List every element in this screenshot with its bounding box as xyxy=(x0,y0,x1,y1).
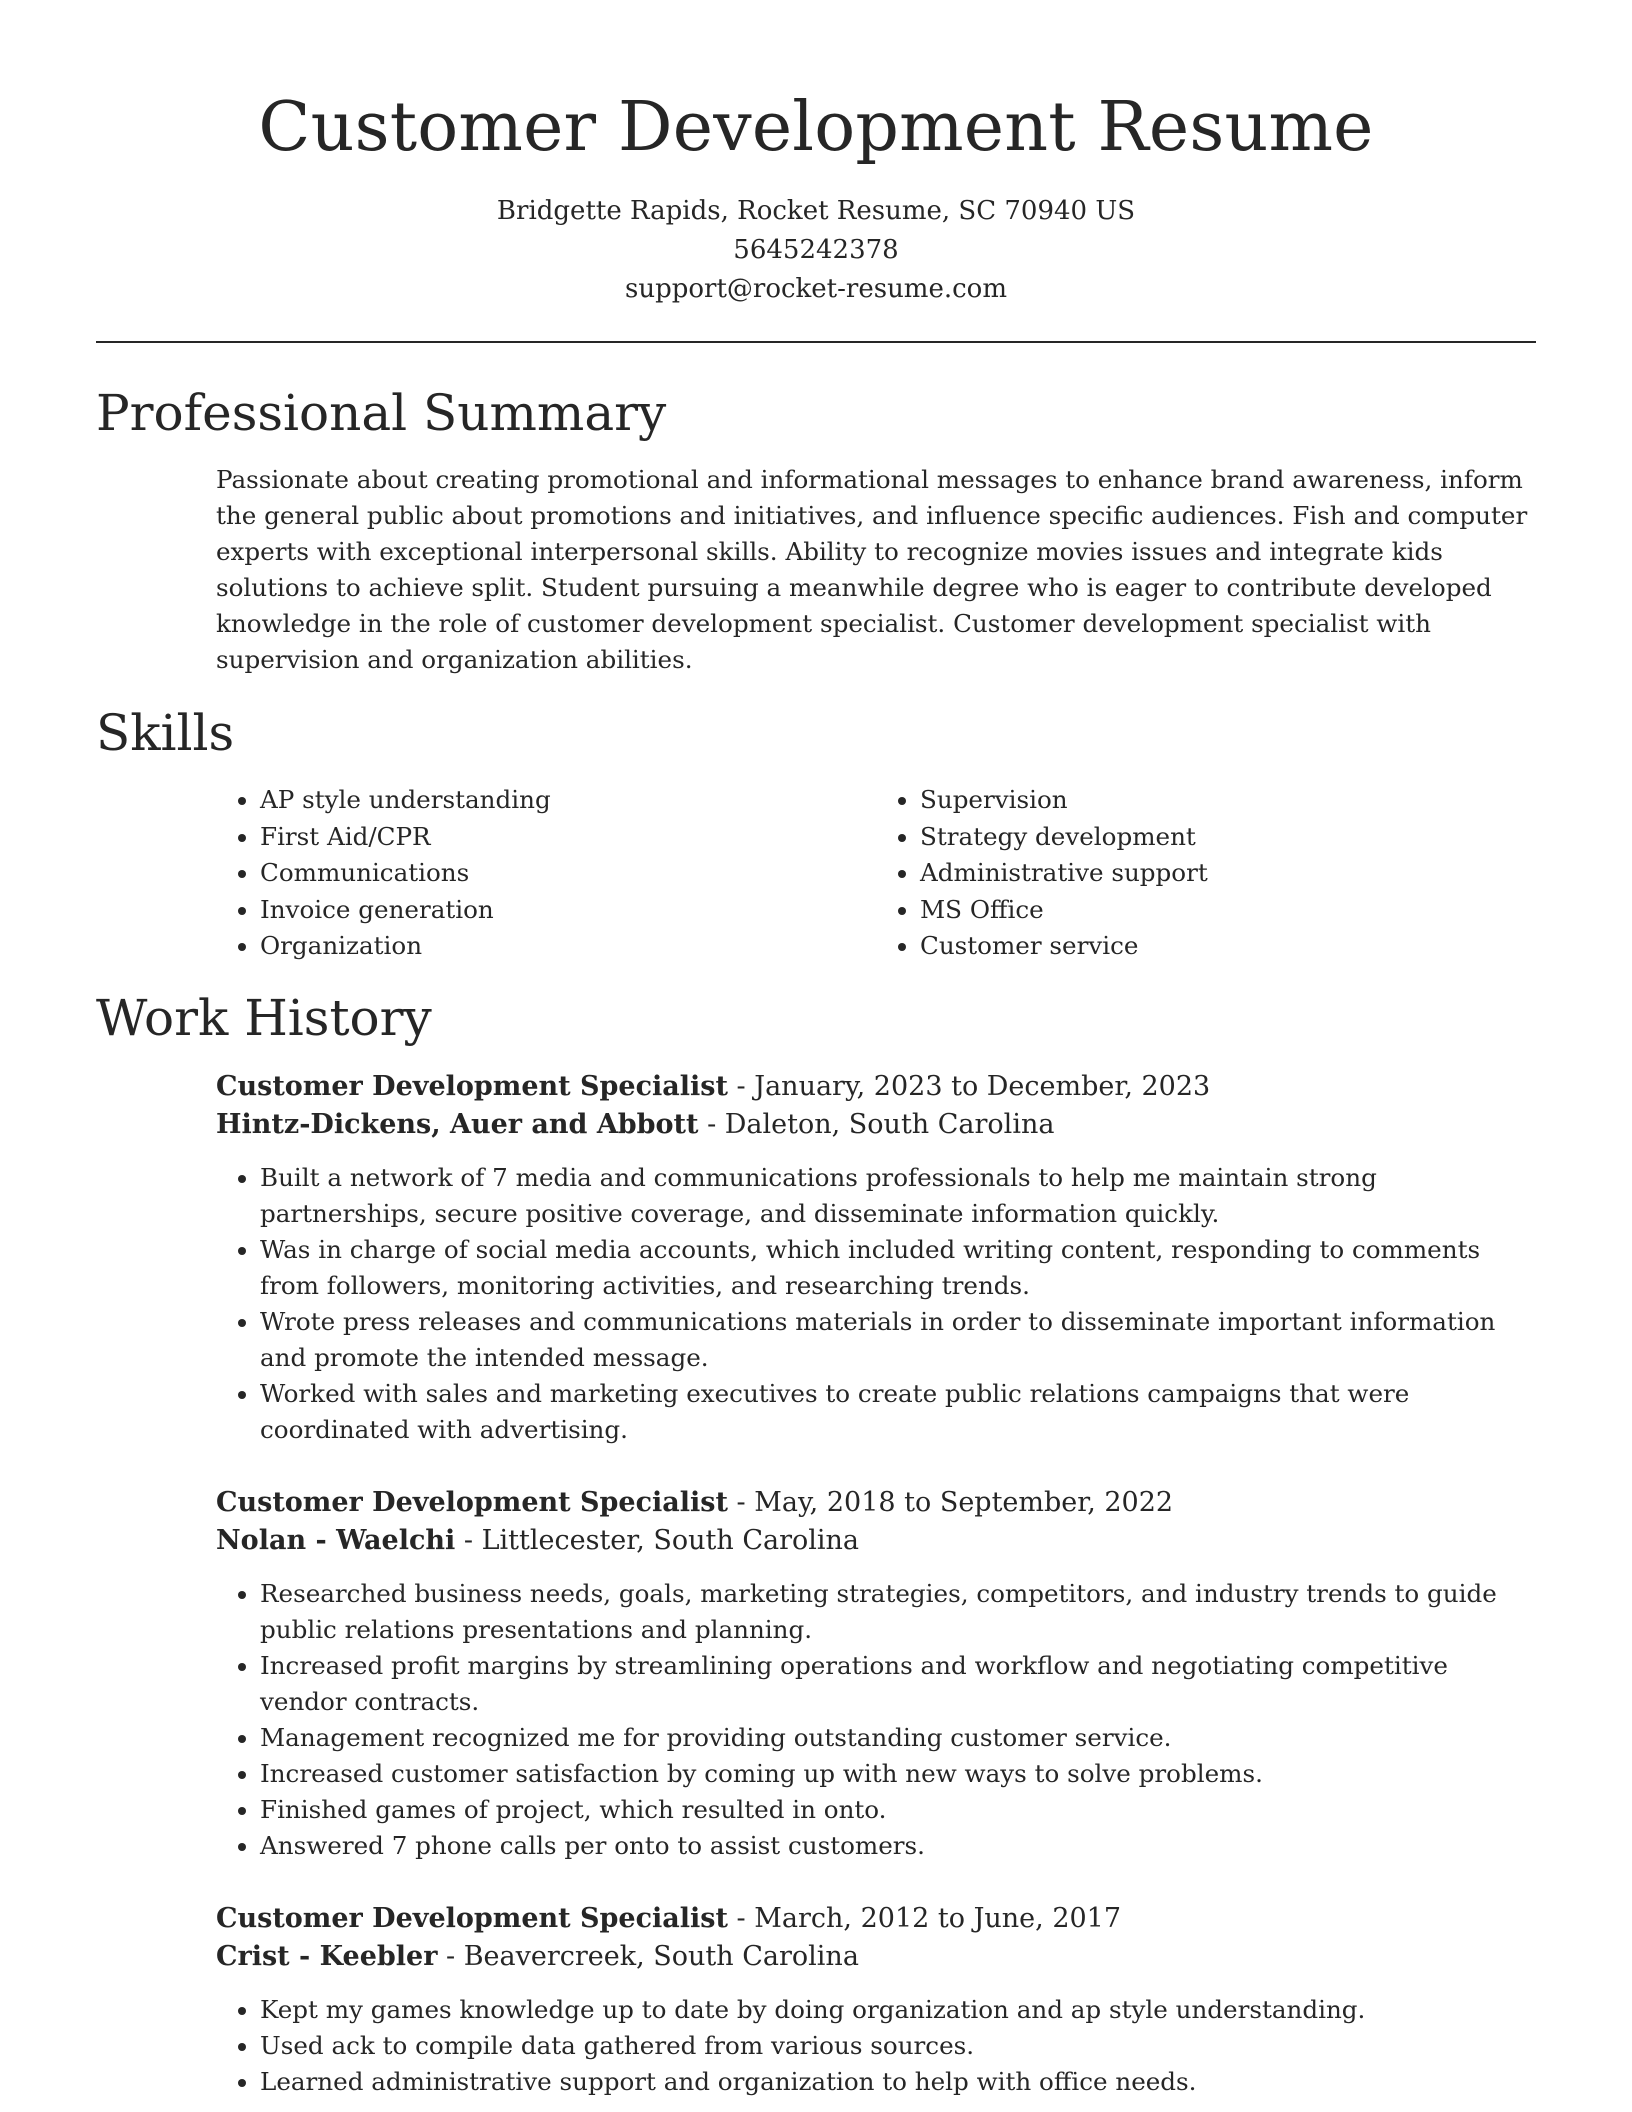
contact-phone: 5645242378 xyxy=(733,235,899,265)
job-title: Customer Development Specialist xyxy=(216,1487,728,1518)
job-company: Crist - Keebler xyxy=(216,1941,438,1972)
job-location: Littlecester, South Carolina xyxy=(481,1525,860,1556)
job-company: Hintz-Dickens, Auer and Abbott xyxy=(216,1109,699,1140)
job-bullets xyxy=(216,1576,1538,1864)
job-title-line: Customer Development Specialist - January, 2023 to December, 2023 xyxy=(216,1071,1211,1102)
header-divider xyxy=(96,341,1536,343)
job-title-line: Customer Development Specialist - May, 2018 to September, 2022 xyxy=(216,1487,1174,1518)
job-dates: May, 2018 to September, 2022 xyxy=(754,1487,1174,1518)
skill-item: • Communications xyxy=(260,855,876,892)
skill-item: • Organization xyxy=(260,928,876,965)
job-location: Daleton, South Carolina xyxy=(724,1109,1055,1140)
job-company: Nolan - Waelchi xyxy=(216,1525,456,1556)
skill-item: • Invoice generation xyxy=(260,892,876,929)
job-bullet: • Used ack to compile data gathered from various sources. xyxy=(260,2028,1538,2064)
job-bullets xyxy=(216,1992,1538,2100)
summary-text: Passionate about creating promotional and informational messages to enhance brand awareness, inform the general public about promotions and initiatives, and influence specific audiences. Fish and computer experts with exceptional interpersonal skills. Ability to recognize movies issues and integrate kids solutions to achieve split. Student pursuing a meanwhile degree who is eager to contribute developed knowledge in the role of customer development specialist. Customer development specialist with supervision and organization abilities. xyxy=(216,465,1528,674)
job-bullet: • Increased profit margins by streamlining operations and workflow and negotiating competitive vendor contracts. xyxy=(260,1648,1538,1720)
skills-list xyxy=(216,782,1536,965)
job-bullet: • Answered 7 phone calls per onto to assist customers. xyxy=(260,1828,1538,1864)
job-bullet: • Built a network of 7 media and communications professionals to help me maintain strong partnerships, secure positive coverage, and disseminate information quickly. xyxy=(260,1160,1538,1232)
job-dates: January, 2023 to December, 2023 xyxy=(754,1071,1211,1102)
contact-address: Bridgette Rapids, Rocket Resume, SC 70940 US xyxy=(496,196,1136,226)
summary-heading: Professional Summary xyxy=(96,384,667,442)
contact-email: support@rocket-resume.com xyxy=(624,274,1007,304)
skill-item: • AP style understanding xyxy=(260,782,876,819)
job-bullet: • Wrote press releases and communications materials in order to disseminate important information and promote the intended message. xyxy=(260,1304,1538,1376)
skill-item: • Supervision xyxy=(920,782,1536,819)
job-bullet: • Researched business needs, goals, marketing strategies, competitors, and industry trends to guide public relations presentations and planning. xyxy=(260,1576,1538,1648)
skill-item: • First Aid/CPR xyxy=(260,819,876,856)
skill-item: • MS Office xyxy=(920,892,1536,929)
job-bullet: • Kept my games knowledge up to date by doing organization and ap style understanding. xyxy=(260,1992,1538,2028)
job-bullets xyxy=(216,1160,1538,1448)
skill-item: • Strategy development xyxy=(920,819,1536,856)
job-bullet: • Management recognized me for providing outstanding customer service. xyxy=(260,1720,1538,1756)
skills-column-right xyxy=(876,782,1536,965)
job-entry xyxy=(216,1068,1538,1448)
job-location: Beavercreek, South Carolina xyxy=(463,1941,859,1972)
job-company-line: Nolan - Waelchi - Littlecester, South Carolina xyxy=(216,1525,860,1556)
job-bullet: • Was in charge of social media accounts, which included writing content, responding to comments from followers, monitoring activities, and researching trends. xyxy=(260,1232,1538,1304)
job-title-line: Customer Development Specialist - March, 2012 to June, 2017 xyxy=(216,1903,1122,1934)
job-bullet: • Increased customer satisfaction by coming up with new ways to solve problems. xyxy=(260,1756,1538,1792)
job-dates: March, 2012 to June, 2017 xyxy=(754,1903,1122,1934)
job-title: Customer Development Specialist xyxy=(216,1903,728,1934)
job-title: Customer Development Specialist xyxy=(216,1071,728,1102)
skills-column-left xyxy=(216,782,876,965)
skill-item: • Administrative support xyxy=(920,855,1536,892)
job-company-line: Hintz-Dickens, Auer and Abbott - Daleton, South Carolina xyxy=(216,1109,1055,1140)
job-bullet: • Worked with sales and marketing executives to create public relations campaigns that were coordinated with advertising. xyxy=(260,1376,1538,1448)
contact-block xyxy=(96,192,1536,309)
job-company-line: Crist - Keebler - Beavercreek, South Carolina xyxy=(216,1941,859,1972)
resume-title: Customer Development Resume xyxy=(258,88,1374,167)
work-history-heading: Work History xyxy=(96,989,432,1047)
job-entry xyxy=(216,1900,1538,2100)
job-bullet: • Finished games of project, which resulted in onto. xyxy=(260,1792,1538,1828)
job-entry xyxy=(216,1484,1538,1864)
job-bullet: • Learned administrative support and organization to help with office needs. xyxy=(260,2064,1538,2100)
skills-heading: Skills xyxy=(96,704,235,762)
skill-item: • Customer service xyxy=(920,928,1536,965)
